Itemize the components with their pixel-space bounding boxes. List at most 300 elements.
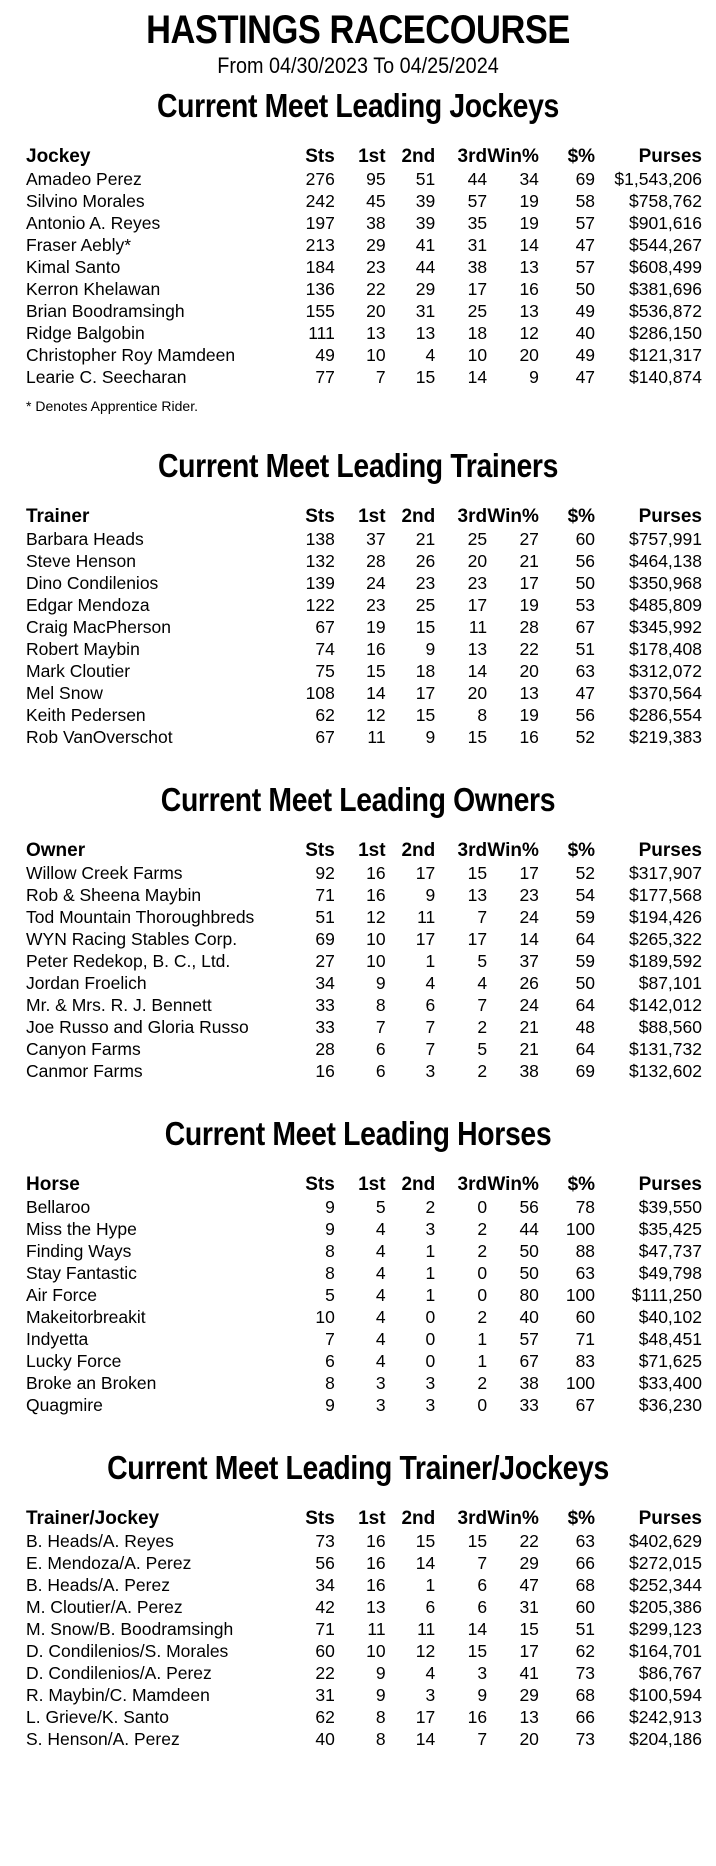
name-cell: Makeitorbreakit	[26, 1307, 146, 1327]
table-row	[26, 704, 702, 726]
table-row	[26, 1218, 702, 1240]
column-header: 2nd	[401, 1174, 436, 1195]
table-row	[26, 616, 702, 638]
seconds-cell: 17	[415, 683, 436, 703]
money-pct-cell: 68	[575, 1685, 596, 1705]
column-header: Sts	[305, 840, 335, 861]
column-header-name: Trainer/Jockey	[26, 1508, 160, 1529]
seconds-cell: 4	[425, 1663, 436, 1683]
thirds-cell: 2	[477, 1241, 488, 1261]
win-pct-cell: 19	[519, 213, 539, 233]
thirds-cell: 6	[477, 1575, 488, 1595]
purses-cell: $40,102	[638, 1307, 702, 1327]
table-row	[26, 994, 702, 1016]
table-row	[26, 300, 702, 322]
starts-cell: 8	[325, 1373, 335, 1393]
table-row	[26, 1350, 702, 1372]
leaders-section	[0, 1450, 716, 1750]
money-pct-cell: 100	[565, 1373, 596, 1393]
section-title: Current Meet Leading Trainer/Jockeys	[107, 1449, 609, 1486]
purses-cell: $608,499	[629, 257, 702, 277]
column-header: Purses	[638, 840, 702, 861]
wins-cell: 19	[366, 617, 386, 637]
column-header: 2nd	[401, 1508, 436, 1529]
name-cell: Joe Russo and Gloria Russo	[26, 1017, 249, 1037]
starts-cell: 5	[325, 1285, 335, 1305]
table-row	[26, 906, 702, 928]
thirds-cell: 16	[467, 1707, 488, 1727]
starts-cell: 49	[315, 345, 335, 365]
wins-cell: 8	[375, 1707, 386, 1727]
purses-cell: $142,012	[629, 995, 702, 1015]
name-cell: Ridge Balgobin	[26, 323, 145, 343]
wins-cell: 7	[375, 1017, 386, 1037]
wins-cell: 4	[375, 1307, 386, 1327]
money-pct-cell: 52	[575, 863, 596, 883]
money-pct-cell: 69	[575, 1061, 596, 1081]
starts-cell: 71	[315, 1619, 335, 1639]
purses-cell: $252,344	[629, 1575, 702, 1595]
purses-cell: $272,015	[629, 1553, 702, 1573]
starts-cell: 111	[308, 323, 335, 343]
column-header: 1st	[358, 146, 386, 167]
purses-cell: $381,696	[629, 279, 702, 299]
table-row	[26, 594, 702, 616]
table-row	[26, 660, 702, 682]
page-title: HASTINGS RACECOURSE	[146, 8, 570, 52]
name-cell: Rob & Sheena Maybin	[26, 885, 202, 905]
starts-cell: 9	[325, 1395, 335, 1415]
win-pct-cell: 33	[519, 1395, 539, 1415]
report-page	[0, 10, 716, 1866]
money-pct-cell: 78	[575, 1197, 596, 1217]
table-row	[26, 1662, 702, 1684]
wins-cell: 22	[366, 279, 386, 299]
starts-cell: 28	[315, 1039, 335, 1059]
table-header-row	[26, 1508, 702, 1530]
table-header-row	[26, 1174, 702, 1196]
name-cell: D. Condilenios/S. Morales	[26, 1641, 229, 1661]
wins-cell: 4	[375, 1285, 386, 1305]
thirds-cell: 0	[477, 1197, 488, 1217]
money-pct-cell: 48	[575, 1017, 596, 1037]
thirds-cell: 3	[477, 1663, 488, 1683]
name-cell: Canmor Farms	[26, 1061, 143, 1081]
purses-cell: $536,872	[629, 301, 702, 321]
money-pct-cell: 63	[575, 661, 596, 681]
name-cell: S. Henson/A. Perez	[26, 1729, 180, 1749]
win-pct-cell: 21	[519, 551, 539, 571]
seconds-cell: 0	[425, 1307, 436, 1327]
name-cell: Robert Maybin	[26, 639, 140, 659]
starts-cell: 8	[325, 1263, 335, 1283]
wins-cell: 28	[366, 551, 386, 571]
seconds-cell: 25	[415, 595, 436, 615]
thirds-cell: 2	[477, 1017, 488, 1037]
money-pct-cell: 51	[575, 1619, 596, 1639]
column-header: 3rd	[457, 146, 488, 167]
money-pct-cell: 64	[575, 1039, 596, 1059]
wins-cell: 7	[375, 367, 386, 387]
table-header-row	[26, 506, 702, 528]
name-cell: Willow Creek Farms	[26, 863, 183, 883]
column-header: 1st	[358, 506, 386, 527]
win-pct-cell: 17	[519, 1641, 539, 1661]
column-header: Purses	[638, 146, 702, 167]
starts-cell: 6	[325, 1351, 335, 1371]
seconds-cell: 26	[415, 551, 436, 571]
money-pct-cell: 59	[575, 951, 596, 971]
thirds-cell: 7	[477, 907, 488, 927]
money-pct-cell: 60	[575, 1307, 596, 1327]
money-pct-cell: 47	[575, 367, 596, 387]
seconds-cell: 3	[425, 1685, 436, 1705]
money-pct-cell: 49	[575, 345, 596, 365]
name-cell: Kerron Khelawan	[26, 279, 161, 299]
column-header-name: Horse	[26, 1174, 80, 1195]
seconds-cell: 1	[425, 1285, 436, 1305]
win-pct-cell: 24	[519, 995, 539, 1015]
name-cell: Peter Redekop, B. C., Ltd.	[26, 951, 231, 971]
table-row	[26, 550, 702, 572]
column-header-name: Trainer	[26, 506, 90, 527]
starts-cell: 22	[315, 1663, 335, 1683]
win-pct-cell: 57	[519, 1329, 539, 1349]
table-row	[26, 884, 702, 906]
wins-cell: 8	[375, 1729, 386, 1749]
column-header: 2nd	[401, 840, 436, 861]
purses-cell: $757,991	[629, 529, 702, 549]
starts-cell: 136	[305, 279, 335, 299]
win-pct-cell: 20	[519, 661, 539, 681]
column-header: Sts	[305, 506, 335, 527]
thirds-cell: 6	[477, 1597, 488, 1617]
starts-cell: 67	[315, 617, 335, 637]
name-cell: Keith Pedersen	[26, 705, 146, 725]
money-pct-cell: 73	[575, 1729, 596, 1749]
leaders-table	[26, 506, 702, 748]
purses-cell: $87,101	[638, 973, 702, 993]
thirds-cell: 13	[467, 639, 488, 659]
name-cell: Mr. & Mrs. R. J. Bennett	[26, 995, 212, 1015]
table-row	[26, 278, 702, 300]
seconds-cell: 15	[415, 617, 436, 637]
name-cell: E. Mendoza/A. Perez	[26, 1553, 192, 1573]
wins-cell: 10	[366, 345, 386, 365]
wins-cell: 6	[375, 1061, 386, 1081]
win-pct-cell: 9	[529, 367, 539, 387]
seconds-cell: 15	[415, 705, 436, 725]
purses-cell: $121,317	[629, 345, 702, 365]
money-pct-cell: 66	[575, 1707, 596, 1727]
starts-cell: 9	[325, 1197, 335, 1217]
purses-cell: $286,150	[629, 323, 702, 343]
thirds-cell: 1	[477, 1351, 488, 1371]
money-pct-cell: 56	[575, 551, 596, 571]
win-pct-cell: 67	[519, 1351, 539, 1371]
purses-cell: $312,072	[629, 661, 702, 681]
name-cell: Kimal Santo	[26, 257, 121, 277]
win-pct-cell: 24	[519, 907, 539, 927]
seconds-cell: 18	[415, 661, 436, 681]
purses-cell: $86,767	[638, 1663, 702, 1683]
starts-cell: 62	[315, 1707, 335, 1727]
column-header: Sts	[305, 1174, 335, 1195]
starts-cell: 75	[315, 661, 335, 681]
money-pct-cell: 58	[575, 191, 596, 211]
money-pct-cell: 47	[575, 683, 596, 703]
seconds-cell: 39	[415, 213, 436, 233]
starts-cell: 60	[315, 1641, 335, 1661]
seconds-cell: 21	[415, 529, 436, 549]
leaders-section	[0, 88, 716, 414]
thirds-cell: 17	[467, 279, 488, 299]
starts-cell: 56	[315, 1553, 335, 1573]
seconds-cell: 0	[425, 1329, 436, 1349]
seconds-cell: 4	[425, 345, 436, 365]
purses-cell: $47,737	[638, 1241, 702, 1261]
purses-cell: $1,543,206	[614, 169, 702, 189]
thirds-cell: 13	[467, 885, 488, 905]
purses-cell: $178,408	[629, 639, 702, 659]
table-row	[26, 1306, 702, 1328]
win-pct-cell: 12	[519, 323, 539, 343]
thirds-cell: 57	[467, 191, 488, 211]
table-row	[26, 322, 702, 344]
name-cell: Mel Snow	[26, 683, 103, 703]
purses-cell: $204,186	[629, 1729, 702, 1749]
win-pct-cell: 16	[519, 727, 539, 747]
table-row	[26, 1684, 702, 1706]
purses-cell: $901,616	[629, 213, 702, 233]
win-pct-cell: 47	[519, 1575, 539, 1595]
leaders-section	[0, 782, 716, 1082]
money-pct-cell: 56	[575, 705, 596, 725]
table-row	[26, 862, 702, 884]
thirds-cell: 0	[477, 1263, 488, 1283]
thirds-cell: 2	[477, 1373, 488, 1393]
win-pct-cell: 27	[519, 529, 539, 549]
column-header: 1st	[358, 840, 386, 861]
purses-cell: $111,250	[631, 1285, 702, 1305]
money-pct-cell: 50	[575, 573, 596, 593]
seconds-cell: 0	[425, 1351, 436, 1371]
column-header: Win%	[487, 146, 539, 167]
seconds-cell: 2	[425, 1197, 436, 1217]
column-header: Purses	[638, 1508, 702, 1529]
name-cell: Indyetta	[26, 1329, 89, 1349]
wins-cell: 45	[366, 191, 386, 211]
thirds-cell: 7	[477, 995, 488, 1015]
wins-cell: 4	[375, 1351, 386, 1371]
starts-cell: 69	[315, 929, 335, 949]
starts-cell: 7	[325, 1329, 335, 1349]
wins-cell: 3	[375, 1395, 386, 1415]
thirds-cell: 38	[467, 257, 488, 277]
win-pct-cell: 28	[519, 617, 539, 637]
win-pct-cell: 38	[519, 1061, 539, 1081]
column-header: Sts	[305, 146, 335, 167]
purses-cell: $177,568	[629, 885, 702, 905]
starts-cell: 34	[315, 973, 335, 993]
thirds-cell: 0	[477, 1285, 488, 1305]
name-cell: D. Condilenios/A. Perez	[26, 1663, 212, 1683]
win-pct-cell: 13	[519, 301, 539, 321]
seconds-cell: 17	[415, 929, 436, 949]
win-pct-cell: 21	[519, 1017, 539, 1037]
table-row	[26, 366, 702, 388]
money-pct-cell: 59	[575, 907, 596, 927]
wins-cell: 95	[366, 169, 386, 189]
wins-cell: 4	[375, 1219, 386, 1239]
leaders-table	[26, 146, 702, 388]
purses-cell: $71,625	[638, 1351, 702, 1371]
column-header: $%	[567, 1508, 596, 1529]
seconds-cell: 7	[425, 1017, 436, 1037]
table-row	[26, 1240, 702, 1262]
wins-cell: 10	[366, 951, 386, 971]
purses-cell: $317,907	[629, 863, 702, 883]
thirds-cell: 31	[467, 235, 488, 255]
name-cell: Rob VanOverschot	[26, 727, 173, 747]
column-header: 2nd	[401, 506, 436, 527]
thirds-cell: 10	[467, 345, 488, 365]
seconds-cell: 1	[425, 951, 436, 971]
thirds-cell: 7	[477, 1729, 488, 1749]
seconds-cell: 23	[415, 573, 436, 593]
seconds-cell: 6	[425, 995, 436, 1015]
starts-cell: 184	[305, 257, 335, 277]
column-header: $%	[567, 506, 596, 527]
name-cell: Edgar Mendoza	[26, 595, 150, 615]
sections-container	[0, 88, 716, 1750]
money-pct-cell: 100	[565, 1219, 596, 1239]
name-cell: Silvino Morales	[26, 191, 145, 211]
starts-cell: 10	[315, 1307, 335, 1327]
name-cell: M. Cloutier/A. Perez	[26, 1597, 183, 1617]
thirds-cell: 7	[477, 1553, 488, 1573]
starts-cell: 27	[315, 951, 335, 971]
table-row	[26, 1574, 702, 1596]
seconds-cell: 14	[415, 1729, 436, 1749]
thirds-cell: 15	[467, 1531, 488, 1551]
thirds-cell: 25	[467, 301, 488, 321]
purses-cell: $758,762	[629, 191, 702, 211]
table-row	[26, 344, 702, 366]
money-pct-cell: 67	[575, 1395, 596, 1415]
win-pct-cell: 50	[519, 1241, 539, 1261]
name-cell: Mark Cloutier	[26, 661, 131, 681]
seconds-cell: 44	[415, 257, 436, 277]
wins-cell: 10	[366, 1641, 386, 1661]
thirds-cell: 15	[467, 1641, 488, 1661]
seconds-cell: 15	[415, 367, 436, 387]
wins-cell: 5	[375, 1197, 386, 1217]
column-header: 3rd	[457, 1174, 488, 1195]
seconds-cell: 4	[425, 973, 436, 993]
win-pct-cell: 21	[519, 1039, 539, 1059]
starts-cell: 155	[305, 301, 335, 321]
column-header: Purses	[638, 1174, 702, 1195]
seconds-cell: 11	[417, 1619, 436, 1639]
thirds-cell: 15	[467, 727, 488, 747]
wins-cell: 16	[366, 1575, 386, 1595]
money-pct-cell: 57	[575, 257, 596, 277]
win-pct-cell: 22	[519, 1531, 539, 1551]
column-header: Win%	[487, 506, 539, 527]
win-pct-cell: 22	[519, 639, 539, 659]
table-row	[26, 234, 702, 256]
column-header: 3rd	[457, 840, 488, 861]
seconds-cell: 17	[415, 863, 436, 883]
money-pct-cell: 57	[575, 213, 596, 233]
purses-cell: $485,809	[629, 595, 702, 615]
purses-cell: $48,451	[638, 1329, 702, 1349]
money-pct-cell: 88	[575, 1241, 596, 1261]
win-pct-cell: 26	[519, 973, 539, 993]
name-cell: Stay Fantastic	[26, 1263, 137, 1283]
seconds-cell: 3	[425, 1219, 436, 1239]
thirds-cell: 14	[467, 1619, 488, 1639]
seconds-cell: 1	[425, 1575, 436, 1595]
wins-cell: 12	[366, 705, 386, 725]
money-pct-cell: 51	[575, 639, 596, 659]
money-pct-cell: 63	[575, 1531, 596, 1551]
win-pct-cell: 19	[519, 191, 539, 211]
money-pct-cell: 69	[575, 169, 596, 189]
table-row	[26, 726, 702, 748]
purses-cell: $350,968	[629, 573, 702, 593]
win-pct-cell: 17	[519, 573, 539, 593]
purses-cell: $194,426	[629, 907, 702, 927]
column-header: Purses	[638, 506, 702, 527]
wins-cell: 11	[367, 727, 386, 747]
purses-cell: $164,701	[629, 1641, 702, 1661]
name-cell: Finding Ways	[26, 1241, 132, 1261]
win-pct-cell: 56	[519, 1197, 539, 1217]
table-row	[26, 1596, 702, 1618]
starts-cell: 34	[315, 1575, 335, 1595]
table-row	[26, 1262, 702, 1284]
wins-cell: 16	[366, 863, 386, 883]
starts-cell: 92	[315, 863, 335, 883]
thirds-cell: 5	[477, 951, 488, 971]
seconds-cell: 6	[425, 1597, 436, 1617]
seconds-cell: 14	[415, 1553, 436, 1573]
money-pct-cell: 53	[575, 595, 596, 615]
name-cell: Craig MacPherson	[26, 617, 171, 637]
wins-cell: 11	[367, 1619, 386, 1639]
win-pct-cell: 80	[519, 1285, 539, 1305]
wins-cell: 29	[366, 235, 386, 255]
starts-cell: 138	[305, 529, 335, 549]
leaders-section	[0, 448, 716, 748]
purses-cell: $464,138	[629, 551, 702, 571]
seconds-cell: 9	[425, 727, 436, 747]
table-row	[26, 682, 702, 704]
table-row	[26, 190, 702, 212]
column-header: Win%	[487, 840, 539, 861]
thirds-cell: 17	[467, 929, 488, 949]
purses-cell: $131,732	[629, 1039, 702, 1059]
table-row	[26, 1060, 702, 1082]
starts-cell: 139	[305, 573, 335, 593]
wins-cell: 14	[366, 683, 386, 703]
column-header: Win%	[487, 1508, 539, 1529]
starts-cell: 16	[315, 1061, 335, 1081]
thirds-cell: 17	[467, 595, 488, 615]
table-row	[26, 972, 702, 994]
